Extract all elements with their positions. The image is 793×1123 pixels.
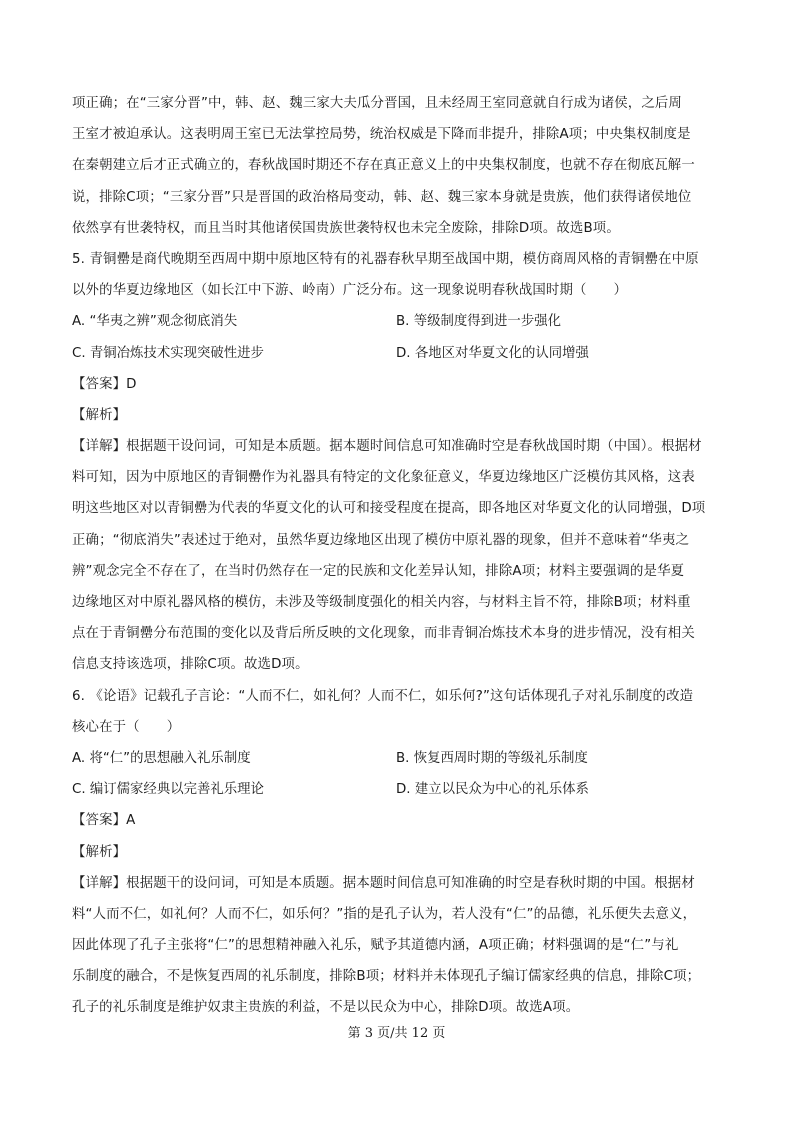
question-6 xyxy=(72,681,722,1024)
document-page xyxy=(72,88,722,1024)
detail-line: 边缘地区对中原礼器风格的模仿，未涉及等级制度强化的相关内容，与材料主旨不符，排除B项；材料重 xyxy=(72,595,691,610)
option-d: D. 各地区对华夏文化的认同增强 xyxy=(396,345,589,361)
options-row xyxy=(72,774,722,805)
detail-line: 点在于青铜罍分布范围的变化以及背后所反映的文化现象，而非青铜冶炼技术本身的进步情况，没有相关 xyxy=(72,626,695,642)
question-5 xyxy=(72,244,722,681)
answer-label: 【答案】A xyxy=(72,813,136,829)
text-line: 项正确；在“三家分晋”中，韩、赵、魏三家大夫瓜分晋国，且未经周王室同意就自行成为诸侯，之后周 xyxy=(72,96,682,111)
text-line: 王室才被迫承认。这表明周王室已无法掌控局势，统治权威是下降而非提升，排除A项；中央集权制度是 xyxy=(72,127,691,143)
question-stem-line: 以外的华夏边缘地区（如长江中下游、岭南）广泛分布。这一现象说明春秋战国时期（ ） xyxy=(72,283,628,299)
detail-line: 【详解】根据题干的设问词，可知是本质题。据本题时间信息可知准确的时空是春秋时期的中国。根据材 xyxy=(72,875,695,891)
option-b: B. 恢复西周时期的等级礼乐制度 xyxy=(396,750,588,766)
option-a: A. “华夷之辨”观念彻底消失 xyxy=(72,314,238,330)
detail-line: 孔子的礼乐制度是维护奴隶主贵族的利益，不是以民众为中心，排除D项。故选A项。 xyxy=(72,1000,580,1016)
page-number: 第 3 页/共 12 页 xyxy=(347,1026,446,1041)
options-row xyxy=(72,338,722,369)
question-stem-line: 6. 《论语》记载孔子言论：“人而不仁，如礼何？人而不仁，如乐何?”这句话体现孔子对礼乐制度的改造 xyxy=(72,688,694,704)
question-stem-line: 核心在于（ ） xyxy=(72,719,181,735)
text-line: 在秦朝建立后才正式确立的，春秋战国时期还不存在真正意义上的中央集权制度，也就不存在彻底瓦解一 xyxy=(72,158,695,174)
detail-line: 信息支持该选项，排除C项。故选D项。 xyxy=(72,657,309,673)
options-row xyxy=(72,306,722,337)
detail-line: 明这些地区对以青铜罍为代表的华夏文化的认可和接受程度在提高，即各地区对华夏文化的认同增强，D项 xyxy=(72,501,706,517)
text-line: 依然享有世袭特权，而且当时其他诸侯国贵族世袭特权也未完全废除，排除D项。故选B项。 xyxy=(72,220,620,236)
text-line: 说，排除C项；“三家分晋”只是晋国的政治格局变动，韩、赵、魏三家本身就是贵族，他们获得诸侯地位 xyxy=(72,189,692,205)
previous-question-explanation xyxy=(72,88,722,244)
option-b: B. 等级制度得到进一步强化 xyxy=(396,314,561,330)
option-c: C. 青铜冶炼技术实现突破性进步 xyxy=(72,345,264,361)
analysis-label: 【解析】 xyxy=(72,844,127,860)
option-d: D. 建立以民众为中心的礼乐体系 xyxy=(396,782,589,798)
detail-line: 乐制度的融合，不是恢复西周的礼乐制度，排除B项；材料并未体现孔子编订儒家经典的信息，排除C项； xyxy=(72,969,701,985)
option-c: C. 编订儒家经典以完善礼乐理论 xyxy=(72,782,264,798)
detail-line: 料“人而不仁，如礼何？人而不仁，如乐何？”指的是孔子认为，若人没有“仁”的品德，礼乐便失去意义， xyxy=(72,906,697,922)
answer-label: 【答案】D xyxy=(72,376,137,392)
detail-line: 【详解】根据题干设问词，可知是本质题。据本题时间信息可知准确时空是春秋战国时期（中国）。根据材 xyxy=(72,439,702,455)
analysis-label: 【解析】 xyxy=(72,407,127,423)
detail-line: 辨”观念完全不存在了，在当时仍然存在一定的民族和文化差异认知，排除A项；材料主要强调的是华夏 xyxy=(72,563,685,579)
detail-line: 料可知，因为中原地区的青铜罍作为礼器具有特定的文化象征意义，华夏边缘地区广泛模仿其风格，这表 xyxy=(72,470,695,486)
detail-line: 因此体现了孔子主张将“仁”的思想精神融入礼乐，赋予其道德内涵，A项正确；材料强调的是“仁”与礼 xyxy=(72,938,679,954)
question-stem-line: 5. 青铜罍是商代晚期至西周中期中原地区特有的礼器春秋早期至战国中期，模仿商周风格的青铜罍在中原 xyxy=(72,251,699,267)
options-row xyxy=(72,743,722,774)
option-a: A. 将“仁”的思想融入礼乐制度 xyxy=(72,750,251,766)
detail-line: 正确；“彻底消失”表述过于绝对，虽然华夏边缘地区出现了模仿中原礼器的现象，但并不意味着“华夷之 xyxy=(72,532,690,548)
